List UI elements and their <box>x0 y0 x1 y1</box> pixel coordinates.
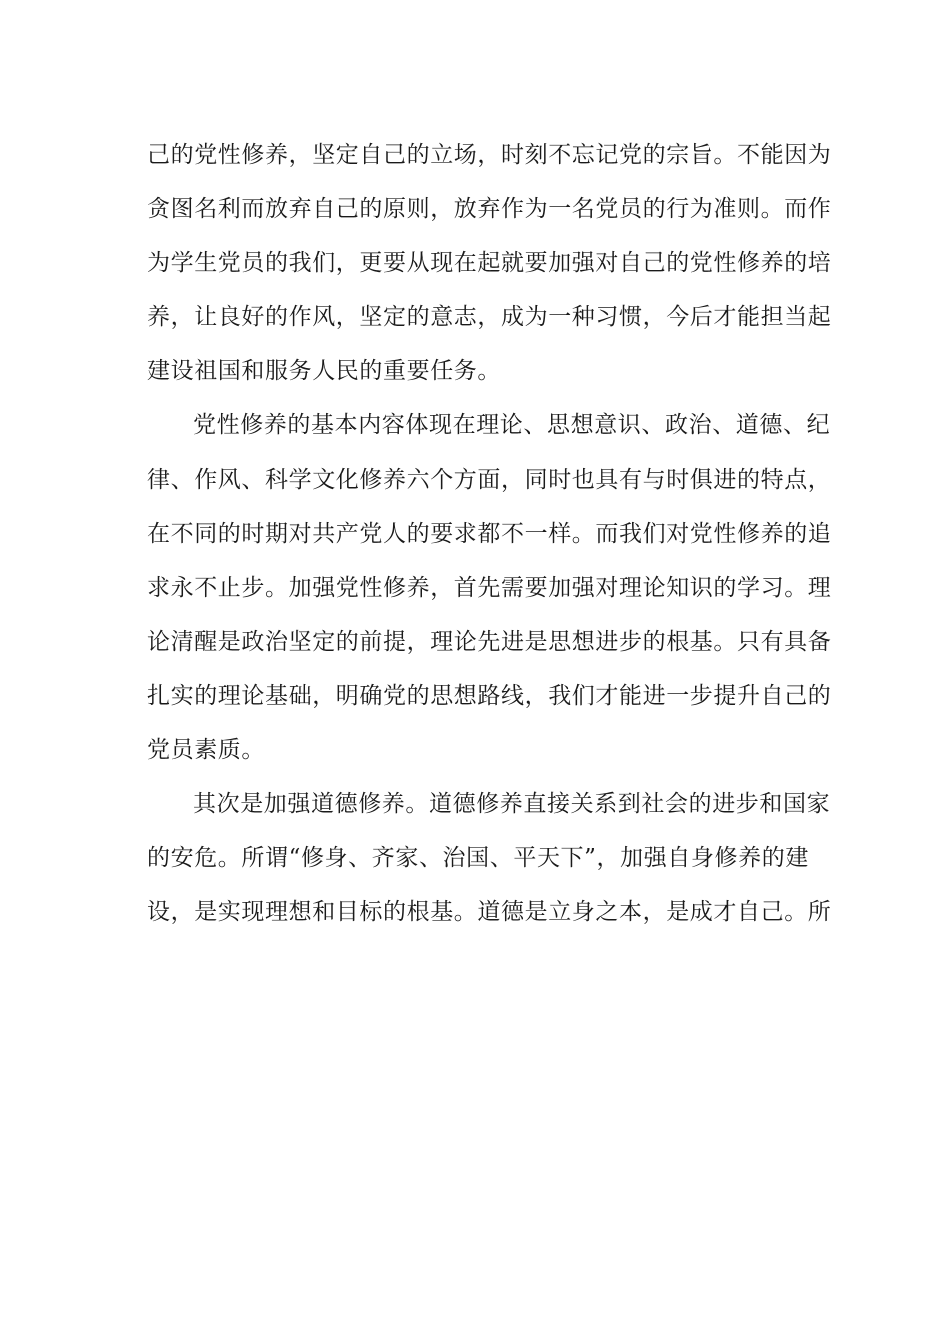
text-line: 求永不止步。加强党性修养，首先需要加强对理论知识的学习。理 <box>147 574 832 601</box>
text-line: 在不同的时期对共产党人的要求都不一样。而我们对党性修养的追 <box>147 520 832 547</box>
text-line: 其次是加强道德修养。道德修养直接关系到社会的进步和国家 <box>193 791 831 818</box>
text-line: 党员素质。 <box>147 737 265 764</box>
text-line: 律、作风、科学文化修养六个方面，同时也具有与时俱进的特点， <box>147 466 832 493</box>
text-line: 为学生党员的我们，更要从现在起就要加强对自己的党性修养的培 <box>147 250 832 277</box>
text-line: 设，是实现理想和目标的根基。道德是立身之本，是成才自己。所 <box>147 899 832 926</box>
text-line: 养，让良好的作风，坚定的意志，成为一种习惯，今后才能担当起 <box>147 304 832 331</box>
paragraph-1 <box>147 128 832 398</box>
text-line: 党性修养的基本内容体现在理论、思想意识、政治、道德、纪 <box>193 412 831 439</box>
paragraph-3 <box>147 777 832 939</box>
text-line: 的安危。所谓“修身、齐家、治国、平天下”，加强自身修养的建 <box>147 845 809 872</box>
text-line: 论清醒是政治坚定的前提，理论先进是思想进步的根基。只有具备 <box>147 628 832 655</box>
paragraph-2 <box>147 398 832 777</box>
text-line: 建设祖国和服务人民的重要任务。 <box>147 358 501 385</box>
text-line: 扎实的理论基础，明确党的思想路线，我们才能进一步提升自己的 <box>147 682 832 709</box>
text-line: 贪图名利而放弃自己的原则，放弃作为一名党员的行为准则。而作 <box>147 196 832 223</box>
document-body <box>147 128 832 939</box>
text-line: 己的党性修养，坚定自己的立场，时刻不忘记党的宗旨。不能因为 <box>147 142 832 168</box>
